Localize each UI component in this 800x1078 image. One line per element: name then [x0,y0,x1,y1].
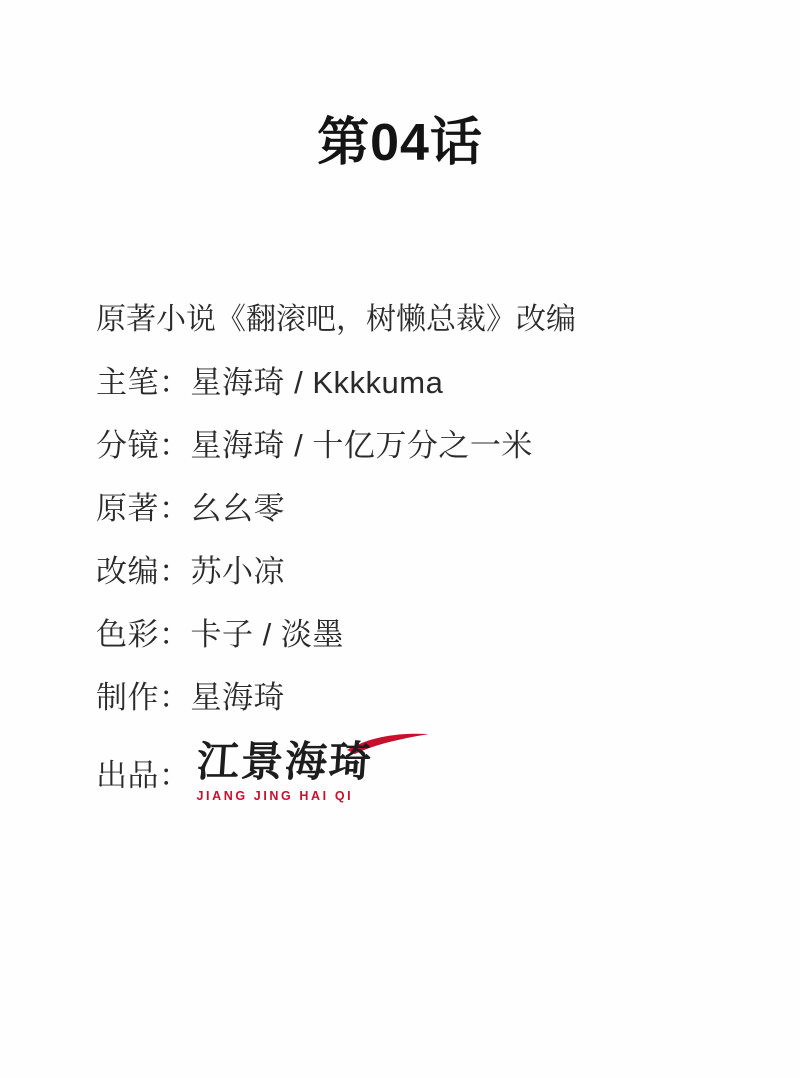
credit-publisher-row [96,729,776,815]
credit-adaptation: 改编：苏小凉 [96,554,285,589]
credit-color: 色彩：卡子 / 淡墨 [96,617,344,652]
credit-original-author: 原著：幺幺零 [96,491,285,526]
studio-logo [194,728,437,816]
studio-logo-pinyin: JIANG JING HAI QI [196,789,354,803]
credit-source-novel: 原著小说《翻滚吧，树懒总裁》改编 [96,303,576,336]
credit-production: 制作：星海琦 [96,680,285,715]
credits-block [96,288,776,815]
credit-storyboard: 分镜：星海琦 / 十亿万分之一米 [96,428,533,463]
studio-logo-text: 江景海琦 [194,737,375,786]
credit-lead-artist: 主笔：星海琦 / Kkkkuma [96,365,444,400]
page-title: 第04话 [317,114,483,172]
credit-publisher-label: 出品： [96,757,191,793]
